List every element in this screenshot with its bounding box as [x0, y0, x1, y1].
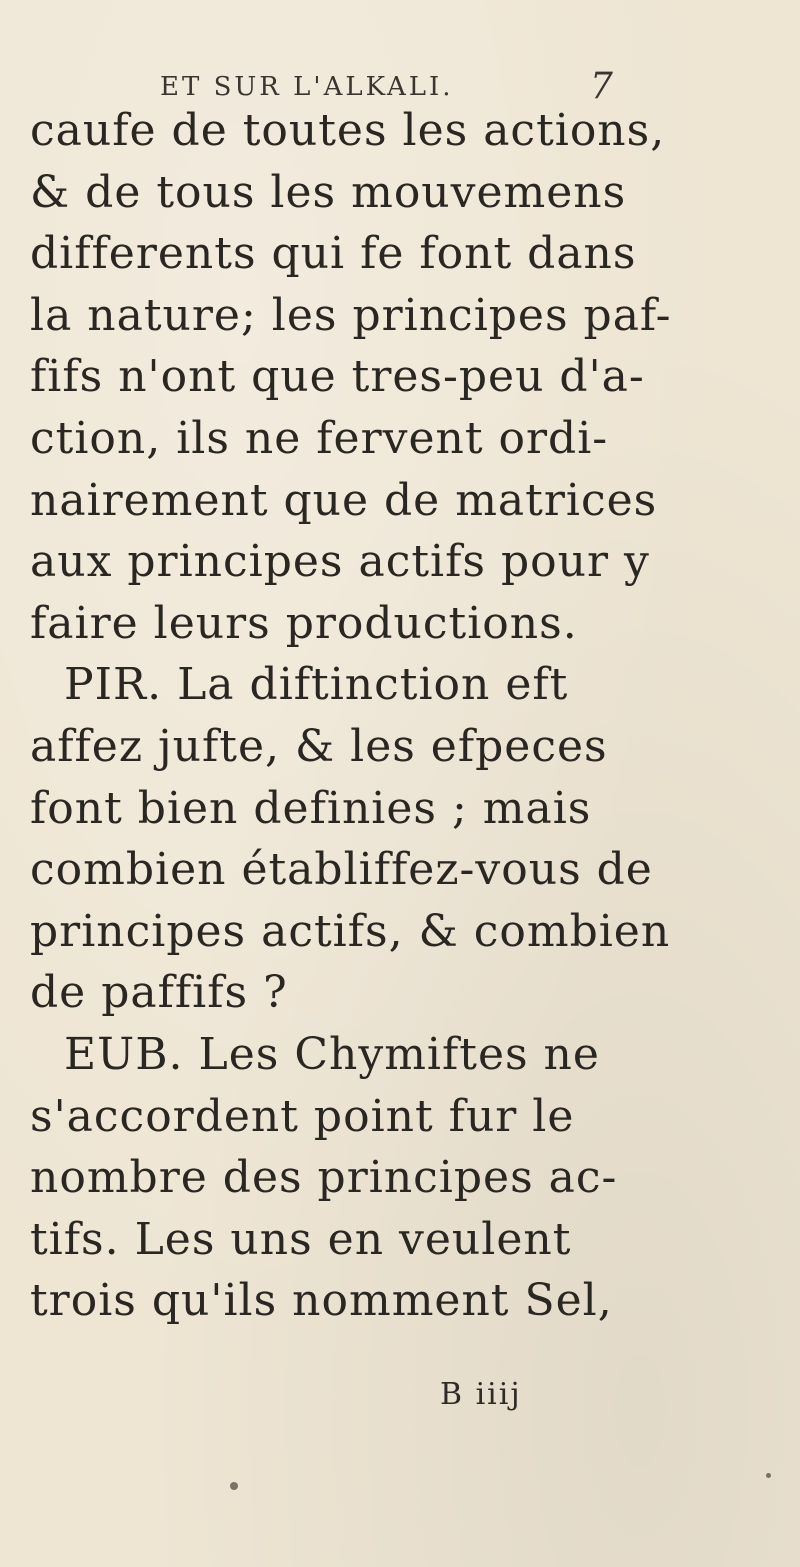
- text-line: aux principes actifs pour y: [30, 536, 650, 588]
- text-line: ction, ils ne fervent ordi-: [30, 412, 609, 464]
- text-line: principes actifs, & combien: [30, 905, 671, 957]
- text-line: differents qui fe font dans: [30, 228, 637, 280]
- text-line: nairement que de matrices: [30, 474, 658, 526]
- text-line: de paffifs ?: [30, 967, 288, 1019]
- ink-speck: [766, 1473, 771, 1478]
- text-line: font bien definies ; mais: [30, 782, 592, 834]
- text-line: caufe de toutes les actions,: [30, 105, 666, 156]
- text-line: la nature; les principes paf-: [30, 289, 672, 341]
- text-line: affez jufte, & les efpeces: [30, 720, 608, 772]
- signature-mark: B iiij: [440, 1377, 522, 1412]
- text-line: tifs. Les uns en veulent: [30, 1213, 572, 1265]
- page-number: 7: [590, 66, 616, 107]
- text-line: combien établiffez-vous de: [30, 844, 653, 896]
- text-line: s'accordent point fur le: [30, 1090, 575, 1142]
- ink-speck: [230, 1482, 238, 1490]
- body-text: [30, 100, 672, 1332]
- text-line: fifs n'ont que tres-peu d'a-: [30, 351, 645, 403]
- text-line: trois qu'ils nomment Sel,: [30, 1275, 613, 1327]
- text-line: nombre des principes ac-: [30, 1152, 618, 1204]
- text-line: & de tous les mouvemens: [30, 166, 627, 218]
- speaker-line-pir: PIR. La diftinction eft: [64, 659, 569, 711]
- speaker-line-eub: EUB. Les Chymiftes ne: [64, 1028, 600, 1080]
- text-line: faire leurs productions.: [30, 597, 578, 649]
- running-head-title: ET SUR L'ALKALI.: [160, 72, 454, 102]
